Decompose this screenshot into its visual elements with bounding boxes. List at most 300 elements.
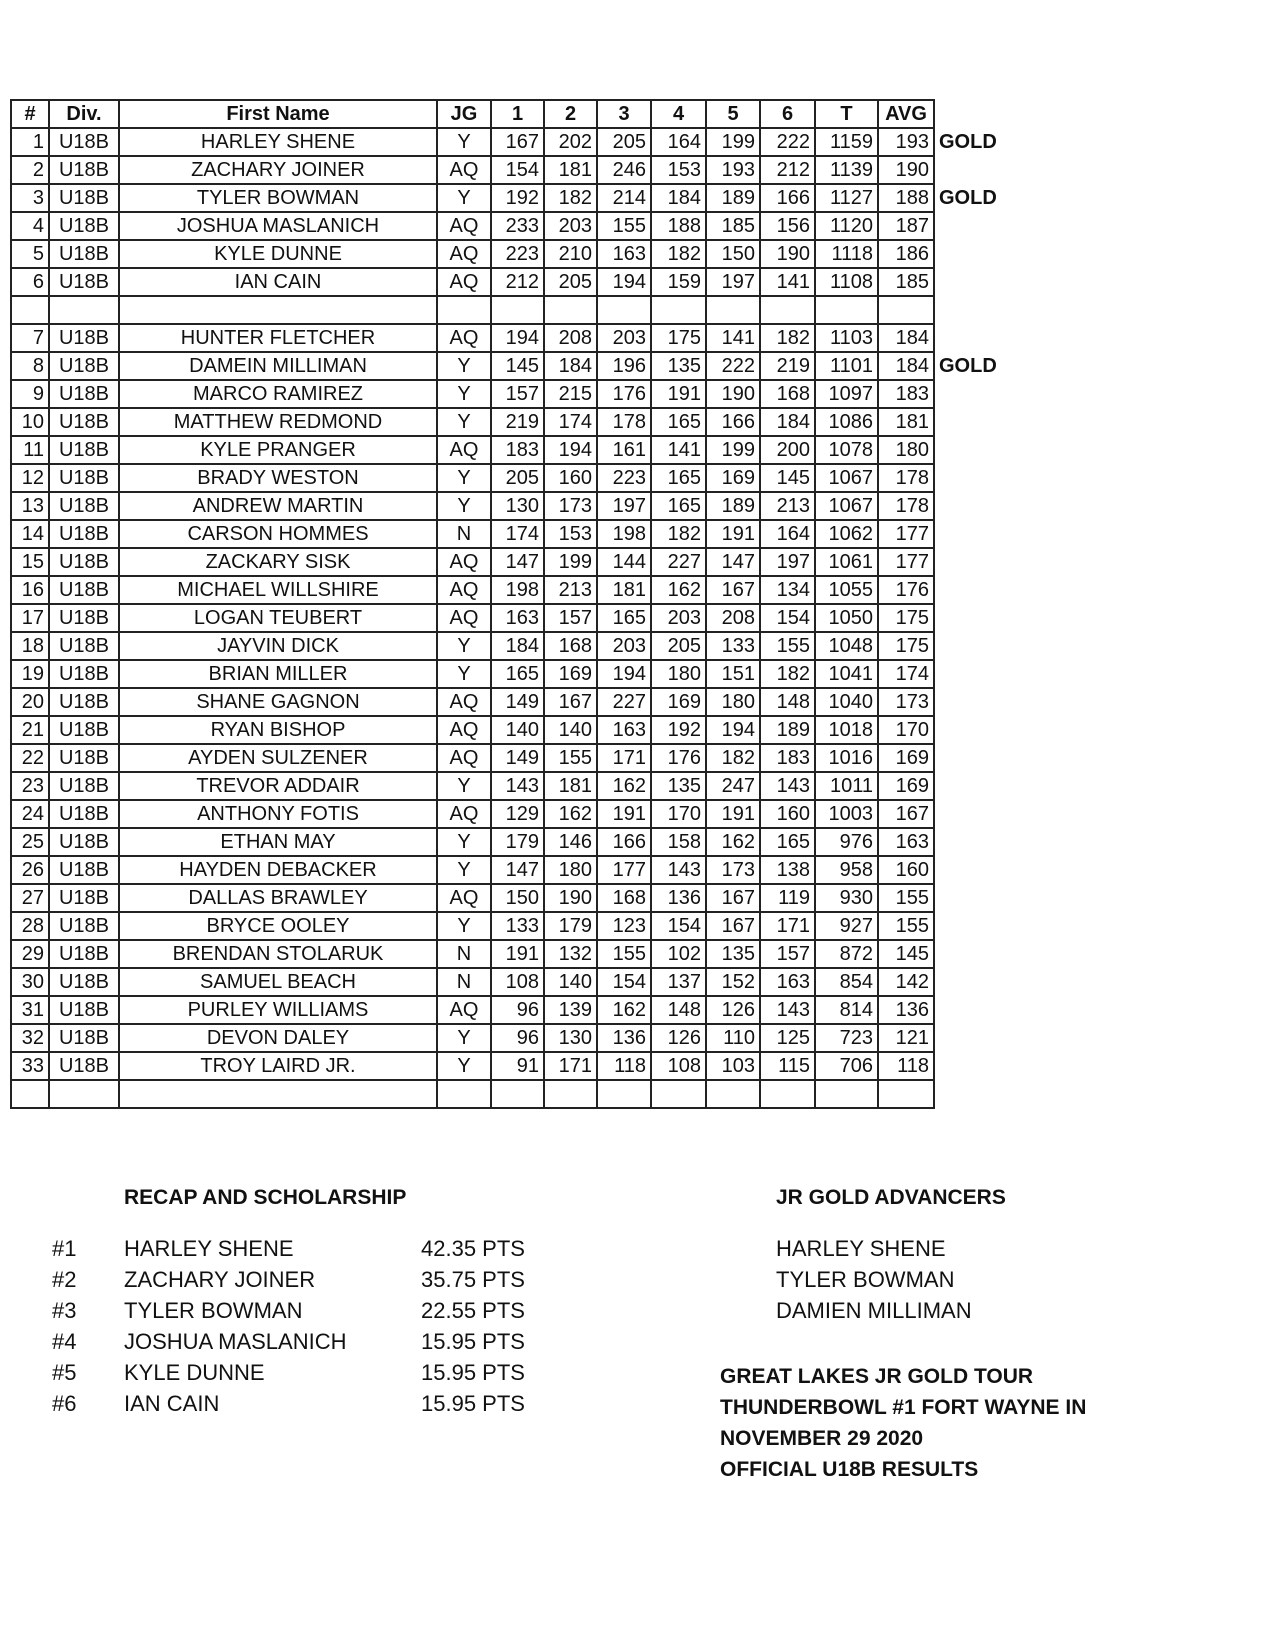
game-1-cell: 163 — [491, 604, 544, 632]
game-1-cell: 150 — [491, 884, 544, 912]
jg-cell: Y — [437, 492, 491, 520]
game-6-cell: 189 — [760, 716, 815, 744]
table-row — [11, 772, 1004, 800]
game-4-cell: 135 — [651, 352, 706, 380]
name-cell: MICHAEL WILLSHIRE — [119, 576, 437, 604]
total-cell: 958 — [815, 856, 878, 884]
game-4-cell: 136 — [651, 884, 706, 912]
game-2-cell: 132 — [544, 940, 597, 968]
recap-name: IAN CAIN — [124, 1391, 220, 1416]
game-5-cell: 199 — [706, 128, 760, 156]
game-2-cell: 215 — [544, 380, 597, 408]
gold-flag — [934, 156, 1004, 184]
game-3-cell: 194 — [597, 660, 651, 688]
game-2-cell: 190 — [544, 884, 597, 912]
game-5-cell: 126 — [706, 996, 760, 1024]
recap-name: HARLEY SHENE — [124, 1236, 294, 1261]
game-3-cell: 194 — [597, 268, 651, 296]
avg-cell: 175 — [878, 632, 934, 660]
game-2-cell: 139 — [544, 996, 597, 1024]
game-4-cell: 162 — [651, 576, 706, 604]
name-cell: HAYDEN DEBACKER — [119, 856, 437, 884]
rank-cell: 6 — [11, 268, 49, 296]
game-4-cell: 164 — [651, 128, 706, 156]
jg-cell: AQ — [437, 688, 491, 716]
gold-flag — [934, 688, 1004, 716]
name-cell: ANDREW MARTIN — [119, 492, 437, 520]
game-1-cell: 96 — [491, 996, 544, 1024]
recap-place: #4 — [52, 1329, 77, 1354]
name-cell: ETHAN MAY — [119, 828, 437, 856]
game-2-cell: 167 — [544, 688, 597, 716]
total-cell: 1067 — [815, 464, 878, 492]
total-cell: 706 — [815, 1052, 878, 1080]
avg-cell: 176 — [878, 576, 934, 604]
blank-cell — [760, 296, 815, 324]
game-6-cell: 141 — [760, 268, 815, 296]
total-cell: 1011 — [815, 772, 878, 800]
gold-flag — [934, 744, 1004, 772]
event-info-line: OFFICIAL U18B RESULTS — [720, 1458, 979, 1481]
division-cell: U18B — [49, 772, 119, 800]
division-cell: U18B — [49, 268, 119, 296]
avg-cell: 145 — [878, 940, 934, 968]
game-2-cell: 140 — [544, 716, 597, 744]
total-cell: 1016 — [815, 744, 878, 772]
game-6-cell: 166 — [760, 184, 815, 212]
game-1-cell: 154 — [491, 156, 544, 184]
jg-cell: AQ — [437, 884, 491, 912]
table-row — [11, 324, 1004, 352]
blank-row — [11, 296, 1004, 324]
rank-cell: 24 — [11, 800, 49, 828]
rank-cell: 22 — [11, 744, 49, 772]
game-5-cell: 199 — [706, 436, 760, 464]
gold-flag — [934, 660, 1004, 688]
game-4-cell: 143 — [651, 856, 706, 884]
jg-cell: AQ — [437, 156, 491, 184]
game-5-cell: 182 — [706, 744, 760, 772]
avg-cell: 178 — [878, 464, 934, 492]
blank-cell — [49, 1080, 119, 1108]
game-5-cell: 208 — [706, 604, 760, 632]
game-4-cell: 148 — [651, 996, 706, 1024]
total-cell: 1048 — [815, 632, 878, 660]
name-cell: LOGAN TEUBERT — [119, 604, 437, 632]
table-row — [11, 548, 1004, 576]
gold-flag — [934, 632, 1004, 660]
table-row — [11, 884, 1004, 912]
game-1-cell: 147 — [491, 548, 544, 576]
gold-flag — [934, 716, 1004, 744]
game-1-cell: 130 — [491, 492, 544, 520]
game-3-cell: 118 — [597, 1052, 651, 1080]
name-cell: JOSHUA MASLANICH — [119, 212, 437, 240]
game-4-cell: 165 — [651, 408, 706, 436]
advancer-name: HARLEY SHENE — [776, 1236, 946, 1261]
game-4-cell: 175 — [651, 324, 706, 352]
avg-cell: 169 — [878, 772, 934, 800]
avg-cell: 187 — [878, 212, 934, 240]
game-2-cell: 203 — [544, 212, 597, 240]
gold-flag — [934, 828, 1004, 856]
col-header-game-3: 3 — [597, 100, 651, 128]
name-cell: CARSON HOMMES — [119, 520, 437, 548]
gold-flag: GOLD — [939, 187, 997, 209]
game-5-cell: 189 — [706, 184, 760, 212]
game-4-cell: 188 — [651, 212, 706, 240]
game-6-cell: 143 — [760, 772, 815, 800]
jg-cell: Y — [437, 1024, 491, 1052]
col-header-game-1: 1 — [491, 100, 544, 128]
avg-cell: 190 — [878, 156, 934, 184]
header-row — [11, 100, 1004, 128]
blank-cell — [815, 1080, 878, 1108]
total-cell: 1061 — [815, 548, 878, 576]
rank-cell: 11 — [11, 436, 49, 464]
game-1-cell: 149 — [491, 744, 544, 772]
name-cell: TYLER BOWMAN — [119, 184, 437, 212]
col-header-game-4: 4 — [651, 100, 706, 128]
game-3-cell: 203 — [597, 324, 651, 352]
division-cell: U18B — [49, 352, 119, 380]
game-4-cell: 135 — [651, 772, 706, 800]
game-2-cell: 202 — [544, 128, 597, 156]
game-3-cell: 161 — [597, 436, 651, 464]
name-cell: BRYCE OOLEY — [119, 912, 437, 940]
division-cell: U18B — [49, 436, 119, 464]
game-1-cell: 192 — [491, 184, 544, 212]
gold-flag — [934, 968, 1004, 996]
game-4-cell: 158 — [651, 828, 706, 856]
avg-cell: 163 — [878, 828, 934, 856]
avg-cell: 186 — [878, 240, 934, 268]
avg-cell: 188 — [878, 184, 934, 212]
name-cell: MARCO RAMIREZ — [119, 380, 437, 408]
name-cell: AYDEN SULZENER — [119, 744, 437, 772]
division-cell: U18B — [49, 464, 119, 492]
table-row — [11, 660, 1004, 688]
game-5-cell: 135 — [706, 940, 760, 968]
division-cell: U18B — [49, 968, 119, 996]
game-4-cell: 102 — [651, 940, 706, 968]
gold-flag — [934, 1024, 1004, 1052]
game-4-cell: 159 — [651, 268, 706, 296]
results-table — [10, 99, 1005, 1109]
blank-cell — [491, 296, 544, 324]
table-row — [11, 1052, 1004, 1080]
gold-flag — [934, 800, 1004, 828]
name-cell: BRENDAN STOLARUK — [119, 940, 437, 968]
recap-place: #5 — [52, 1360, 77, 1385]
table-row — [11, 940, 1004, 968]
total-cell: 814 — [815, 996, 878, 1024]
blank-cell — [651, 296, 706, 324]
game-5-cell: 147 — [706, 548, 760, 576]
jg-cell: Y — [437, 128, 491, 156]
game-1-cell: 108 — [491, 968, 544, 996]
game-5-cell: 189 — [706, 492, 760, 520]
game-2-cell: 162 — [544, 800, 597, 828]
game-3-cell: 196 — [597, 352, 651, 380]
game-6-cell: 184 — [760, 408, 815, 436]
table-row — [11, 380, 1004, 408]
avg-cell: 160 — [878, 856, 934, 884]
game-3-cell: 181 — [597, 576, 651, 604]
total-cell: 1108 — [815, 268, 878, 296]
col-header-jg: JG — [437, 100, 491, 128]
game-5-cell: 110 — [706, 1024, 760, 1052]
avg-cell: 155 — [878, 912, 934, 940]
game-2-cell: 146 — [544, 828, 597, 856]
game-6-cell: 143 — [760, 996, 815, 1024]
game-3-cell: 227 — [597, 688, 651, 716]
jg-cell: AQ — [437, 324, 491, 352]
recap-place: #1 — [52, 1236, 77, 1261]
table-row — [11, 632, 1004, 660]
table-row — [11, 576, 1004, 604]
blank-cell — [934, 296, 1004, 324]
blank-cell — [11, 296, 49, 324]
total-cell: 1062 — [815, 520, 878, 548]
game-3-cell: 191 — [597, 800, 651, 828]
game-3-cell: 123 — [597, 912, 651, 940]
rank-cell: 2 — [11, 156, 49, 184]
recap-title: RECAP AND SCHOLARSHIP — [124, 1186, 407, 1209]
total-cell: 1040 — [815, 688, 878, 716]
blank-cell — [437, 1080, 491, 1108]
game-2-cell: 213 — [544, 576, 597, 604]
jg-cell: AQ — [437, 604, 491, 632]
rank-cell: 20 — [11, 688, 49, 716]
game-4-cell: 169 — [651, 688, 706, 716]
game-1-cell: 198 — [491, 576, 544, 604]
blank-cell — [437, 296, 491, 324]
table-row — [11, 268, 1004, 296]
game-3-cell: 171 — [597, 744, 651, 772]
rank-cell: 17 — [11, 604, 49, 632]
gold-flag: GOLD — [939, 131, 997, 153]
rank-cell: 19 — [11, 660, 49, 688]
game-4-cell: 191 — [651, 380, 706, 408]
jg-cell: AQ — [437, 240, 491, 268]
blank-cell — [119, 296, 437, 324]
rank-cell: 25 — [11, 828, 49, 856]
game-2-cell: 199 — [544, 548, 597, 576]
avg-cell: 193 — [878, 128, 934, 156]
jg-cell: AQ — [437, 716, 491, 744]
game-5-cell: 167 — [706, 884, 760, 912]
table-row — [11, 856, 1004, 884]
game-6-cell: 145 — [760, 464, 815, 492]
gold-flag — [934, 772, 1004, 800]
rank-cell: 16 — [11, 576, 49, 604]
gold-flag — [934, 576, 1004, 604]
game-3-cell: 178 — [597, 408, 651, 436]
game-6-cell: 168 — [760, 380, 815, 408]
game-6-cell: 119 — [760, 884, 815, 912]
name-cell: DALLAS BRAWLEY — [119, 884, 437, 912]
table-row — [11, 408, 1004, 436]
game-4-cell: 176 — [651, 744, 706, 772]
game-6-cell: 200 — [760, 436, 815, 464]
gold-flag — [934, 212, 1004, 240]
division-cell: U18B — [49, 212, 119, 240]
avg-cell: 167 — [878, 800, 934, 828]
game-5-cell: 190 — [706, 380, 760, 408]
name-cell: KYLE DUNNE — [119, 240, 437, 268]
game-1-cell: 174 — [491, 520, 544, 548]
blank-cell — [11, 1080, 49, 1108]
col-header-flag — [934, 100, 1004, 128]
game-1-cell: 140 — [491, 716, 544, 744]
game-3-cell: 163 — [597, 716, 651, 744]
total-cell: 1139 — [815, 156, 878, 184]
game-2-cell: 181 — [544, 772, 597, 800]
gold-flag — [934, 884, 1004, 912]
name-cell: MATTHEW REDMOND — [119, 408, 437, 436]
division-cell: U18B — [49, 632, 119, 660]
col-header-game-5: 5 — [706, 100, 760, 128]
jg-cell: Y — [437, 408, 491, 436]
game-5-cell: 191 — [706, 520, 760, 548]
blank-cell — [544, 1080, 597, 1108]
game-4-cell: 165 — [651, 492, 706, 520]
game-5-cell: 166 — [706, 408, 760, 436]
game-3-cell: 246 — [597, 156, 651, 184]
recap-points: 15.95 PTS — [421, 1391, 525, 1416]
game-3-cell: 144 — [597, 548, 651, 576]
table-row — [11, 436, 1004, 464]
game-1-cell: 194 — [491, 324, 544, 352]
game-6-cell: 160 — [760, 800, 815, 828]
game-2-cell: 180 — [544, 856, 597, 884]
blank-cell — [597, 1080, 651, 1108]
division-cell: U18B — [49, 240, 119, 268]
avg-cell: 185 — [878, 268, 934, 296]
game-6-cell: 157 — [760, 940, 815, 968]
game-5-cell: 151 — [706, 660, 760, 688]
division-cell: U18B — [49, 828, 119, 856]
game-3-cell: 155 — [597, 940, 651, 968]
blank-cell — [119, 1080, 437, 1108]
game-3-cell: 162 — [597, 996, 651, 1024]
blank-cell — [760, 1080, 815, 1108]
table-row — [11, 128, 1004, 156]
rank-cell: 27 — [11, 884, 49, 912]
recap-name: JOSHUA MASLANICH — [124, 1329, 347, 1354]
game-2-cell: 179 — [544, 912, 597, 940]
game-1-cell: 191 — [491, 940, 544, 968]
game-2-cell: 168 — [544, 632, 597, 660]
avg-cell: 173 — [878, 688, 934, 716]
game-1-cell: 96 — [491, 1024, 544, 1052]
total-cell: 1101 — [815, 352, 878, 380]
total-cell: 1003 — [815, 800, 878, 828]
gold-flag — [934, 604, 1004, 632]
game-1-cell: 167 — [491, 128, 544, 156]
rank-cell: 1 — [11, 128, 49, 156]
avg-cell: 118 — [878, 1052, 934, 1080]
game-3-cell: 136 — [597, 1024, 651, 1052]
advancers-title: JR GOLD ADVANCERS — [776, 1186, 1006, 1209]
game-5-cell: 103 — [706, 1052, 760, 1080]
game-6-cell: 171 — [760, 912, 815, 940]
game-4-cell: 180 — [651, 660, 706, 688]
game-1-cell: 129 — [491, 800, 544, 828]
gold-flag — [934, 380, 1004, 408]
game-5-cell: 167 — [706, 576, 760, 604]
avg-cell: 175 — [878, 604, 934, 632]
name-cell: DEVON DALEY — [119, 1024, 437, 1052]
rank-cell: 30 — [11, 968, 49, 996]
name-cell: KYLE PRANGER — [119, 436, 437, 464]
game-5-cell: 169 — [706, 464, 760, 492]
division-cell: U18B — [49, 520, 119, 548]
table-row — [11, 688, 1004, 716]
division-cell: U18B — [49, 604, 119, 632]
game-1-cell: 183 — [491, 436, 544, 464]
game-6-cell: 115 — [760, 1052, 815, 1080]
name-cell: SHANE GAGNON — [119, 688, 437, 716]
game-5-cell: 193 — [706, 156, 760, 184]
game-6-cell: 197 — [760, 548, 815, 576]
total-cell: 930 — [815, 884, 878, 912]
total-cell: 1050 — [815, 604, 878, 632]
game-3-cell: 203 — [597, 632, 651, 660]
name-cell: BRADY WESTON — [119, 464, 437, 492]
division-cell: U18B — [49, 688, 119, 716]
division-cell: U18B — [49, 884, 119, 912]
rank-cell: 28 — [11, 912, 49, 940]
game-3-cell: 198 — [597, 520, 651, 548]
table-row — [11, 240, 1004, 268]
col-header-div: Div. — [49, 100, 119, 128]
recap-place: #6 — [52, 1391, 77, 1416]
division-cell: U18B — [49, 744, 119, 772]
rank-cell: 18 — [11, 632, 49, 660]
game-5-cell: 197 — [706, 268, 760, 296]
col-header-game-2: 2 — [544, 100, 597, 128]
gold-flag — [934, 240, 1004, 268]
game-5-cell: 173 — [706, 856, 760, 884]
game-1-cell: 205 — [491, 464, 544, 492]
game-6-cell: 183 — [760, 744, 815, 772]
table-row — [11, 996, 1004, 1024]
name-cell: ZACHARY JOINER — [119, 156, 437, 184]
recap-points: 15.95 PTS — [421, 1329, 525, 1354]
game-3-cell: 214 — [597, 184, 651, 212]
jg-cell: Y — [437, 772, 491, 800]
name-cell: ZACKARY SISK — [119, 548, 437, 576]
game-5-cell: 162 — [706, 828, 760, 856]
game-3-cell: 168 — [597, 884, 651, 912]
game-3-cell: 223 — [597, 464, 651, 492]
table-row — [11, 828, 1004, 856]
game-1-cell: 149 — [491, 688, 544, 716]
total-cell: 1041 — [815, 660, 878, 688]
total-cell: 1118 — [815, 240, 878, 268]
name-cell: JAYVIN DICK — [119, 632, 437, 660]
jg-cell: N — [437, 968, 491, 996]
game-6-cell: 182 — [760, 660, 815, 688]
blank-cell — [878, 296, 934, 324]
jg-cell: AQ — [437, 548, 491, 576]
game-4-cell: 165 — [651, 464, 706, 492]
total-cell: 1078 — [815, 436, 878, 464]
game-6-cell: 213 — [760, 492, 815, 520]
table-row — [11, 352, 1004, 380]
